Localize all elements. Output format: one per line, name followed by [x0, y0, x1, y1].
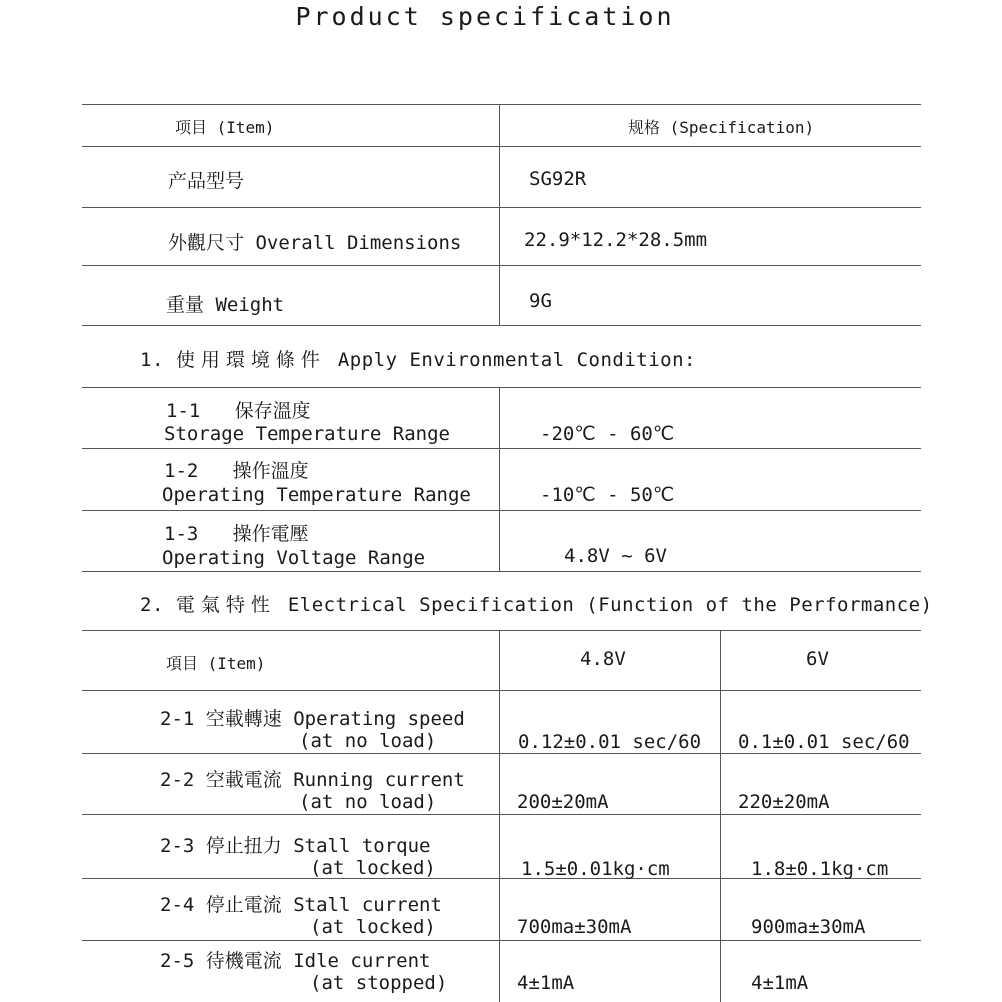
table-rule [82, 940, 921, 941]
env-row-code-storage: 1-1 保存溫度 [166, 400, 311, 422]
column-divider [499, 104, 500, 325]
section-title-cn: 使用環境條件 [175, 349, 326, 371]
section-title-cn: 電氣特性 [175, 594, 276, 616]
electrical-header-4-8v: 4.8V [580, 648, 626, 670]
electrical-row-v1-speed: 0.12±0.01 sec/60 [518, 731, 702, 753]
env-row-cn-operating-temp: 操作溫度 [232, 460, 309, 482]
electrical-row-label-stall-torque: 2-3 停止扭力 Stall torque [160, 835, 431, 857]
electrical-row-v2-running-current: 220±20mA [738, 791, 830, 813]
row-item-weight: 重量 Weight [166, 294, 285, 316]
electrical-row-v1-stall-current: 700ma±30mA [517, 916, 632, 938]
env-row-code-operating-temp: 1-2 操作溫度 [164, 460, 309, 482]
electrical-row-v2-idle-current: 4±1mA [751, 972, 809, 994]
row-item-dimensions: 外觀尺寸 Overall Dimensions [168, 232, 462, 254]
env-row-value-voltage: 4.8V ~ 6V [564, 545, 667, 567]
page-title: Product specification [295, 2, 675, 31]
section-heading-environment [140, 345, 696, 372]
electrical-row-v1-idle-current: 4±1mA [517, 972, 575, 994]
column-divider [499, 387, 500, 571]
electrical-row-cond-stall-current: (at locked) [310, 916, 436, 938]
section-number: 2. [140, 594, 164, 616]
electrical-row-cond-idle-current: (at stopped) [310, 972, 448, 994]
electrical-row-label-idle-current: 2-5 待機電流 Idle current [160, 950, 431, 972]
electrical-row-cond-running-current: (at no load) [299, 791, 437, 813]
section-number: 1. [140, 349, 164, 371]
column-divider [499, 630, 500, 1002]
env-row-value-operating-temp: -10℃ - 50℃ [540, 484, 675, 506]
table-rule [82, 104, 921, 105]
env-row-value-storage: -20℃ - 60℃ [540, 423, 675, 445]
table-rule [82, 325, 921, 326]
electrical-row-label-running-current: 2-2 空載電流 Running current [160, 769, 465, 791]
env-row-cn-voltage: 操作電壓 [232, 523, 309, 545]
env-row-code-voltage: 1-3 操作電壓 [164, 523, 309, 545]
electrical-row-label-speed: 2-1 空載轉速 Operating speed [160, 708, 465, 730]
table-rule [82, 387, 921, 388]
column-header-item: 项目 (Item) [175, 118, 275, 137]
table-rule [82, 510, 921, 511]
table-rule [82, 630, 921, 631]
table-rule [82, 146, 921, 147]
row-spec-weight: 9G [529, 290, 552, 312]
env-row-en-voltage: Operating Voltage Range [162, 547, 426, 569]
row-spec-dimensions: 22.9*12.2*28.5mm [524, 229, 708, 251]
env-row-en-operating-temp: Operating Temperature Range [162, 484, 471, 506]
electrical-row-v2-stall-current: 900ma±30mA [751, 916, 866, 938]
table-rule [82, 814, 921, 815]
row-item-model: 产品型号 [168, 170, 245, 192]
column-header-spec: 规格 (Specification) [628, 118, 815, 137]
section-title-en: Electrical Specification (Function of the Performance) [287, 594, 933, 616]
table-rule [82, 265, 921, 266]
electrical-header-6v: 6V [806, 648, 829, 670]
env-row-cn-storage: 保存溫度 [234, 400, 311, 422]
electrical-row-label-stall-current: 2-4 停止電流 Stall current [160, 894, 442, 916]
electrical-row-v2-speed: 0.1±0.01 sec/60 [738, 731, 910, 753]
table-rule [82, 571, 921, 572]
env-row-en-storage: Storage Temperature Range [164, 423, 450, 445]
table-rule [82, 448, 921, 449]
electrical-row-v1-stall-torque: 1.5±0.01kg·cm [521, 858, 670, 880]
column-divider [720, 630, 721, 1002]
table-rule [82, 753, 921, 754]
section-heading-electrical [140, 590, 933, 617]
table-rule [82, 207, 921, 208]
electrical-row-cond-speed: (at no load) [299, 730, 437, 752]
electrical-row-cond-stall-torque: (at locked) [310, 857, 436, 879]
row-spec-model: SG92R [529, 168, 587, 190]
table-rule [82, 690, 921, 691]
electrical-row-v1-running-current: 200±20mA [517, 791, 609, 813]
electrical-header-item: 項目 (Item) [166, 654, 266, 673]
electrical-row-v2-stall-torque: 1.8±0.1kg·cm [751, 858, 889, 880]
section-title-en: Apply Environmental Condition: [337, 349, 696, 371]
